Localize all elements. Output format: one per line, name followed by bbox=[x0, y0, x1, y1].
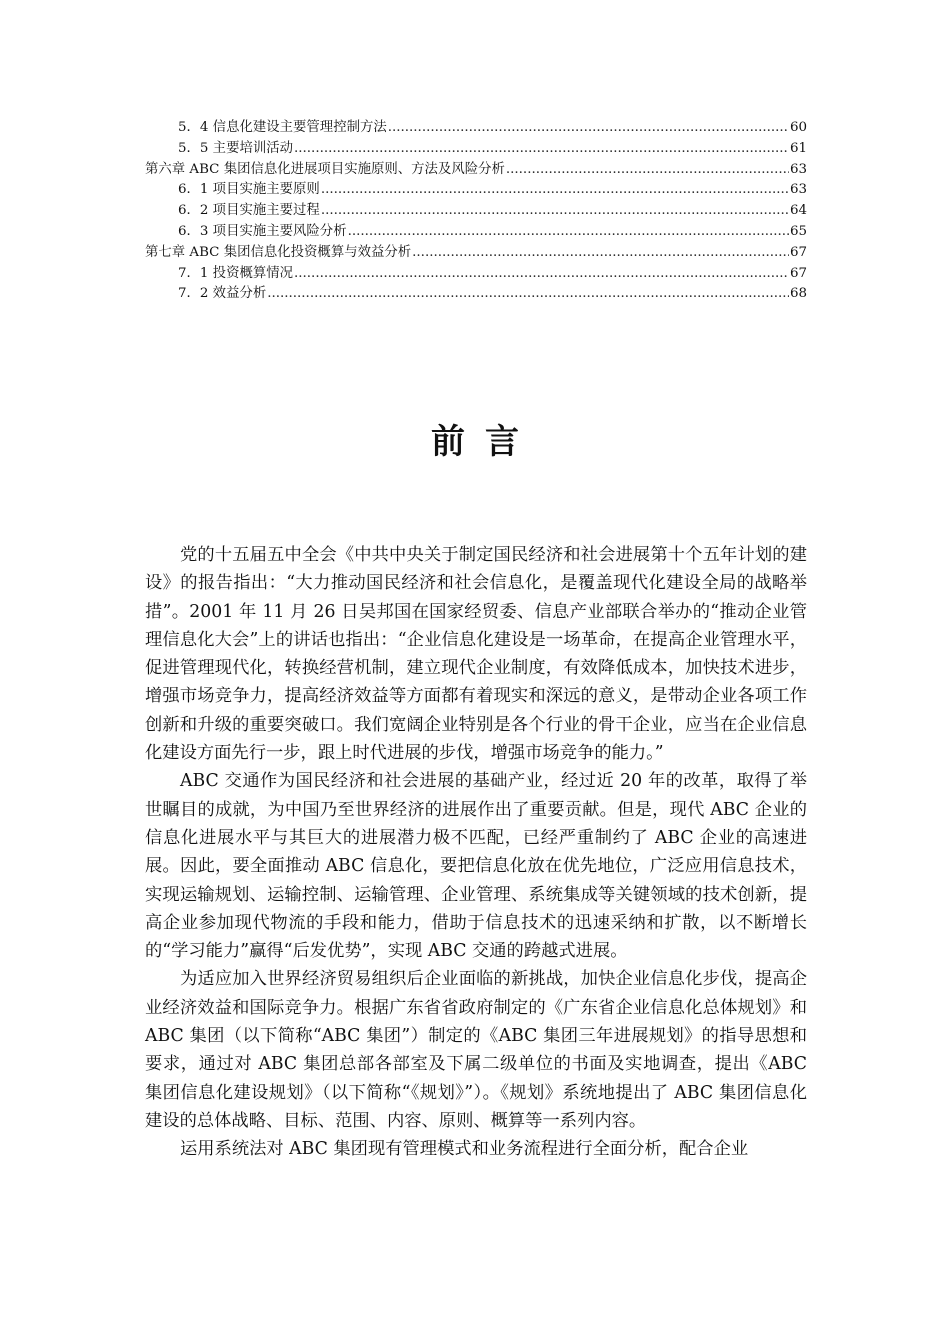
toc-entry-title: 第六章 ABC 集团信息化进展项目实施原则、方法及风险分析 bbox=[145, 161, 505, 177]
toc-dot-leader bbox=[294, 139, 789, 160]
toc-entry[interactable] bbox=[145, 264, 807, 285]
toc-entry-title: 5．4 信息化建设主要管理控制方法 bbox=[178, 120, 387, 135]
toc-entry-title: 7．2 效益分析 bbox=[178, 286, 267, 302]
toc-entry-page: 64 bbox=[789, 203, 807, 219]
toc-entry-title: 第七章 ABC 集团信息化投资概算与效益分析 bbox=[145, 244, 412, 260]
toc-entry-page: 65 bbox=[789, 223, 807, 239]
toc-dot-leader bbox=[267, 284, 789, 305]
toc-entry[interactable] bbox=[145, 139, 807, 160]
toc-entry-title: 6．2 项目实施主要过程 bbox=[178, 203, 320, 219]
toc-dot-leader bbox=[388, 118, 789, 139]
table-of-contents bbox=[145, 118, 807, 305]
toc-chapter-entry[interactable] bbox=[145, 160, 807, 181]
toc-entry[interactable] bbox=[145, 180, 807, 201]
toc-entry[interactable] bbox=[145, 201, 807, 222]
toc-entry[interactable] bbox=[145, 284, 807, 305]
toc-entry-page: 61 bbox=[789, 140, 807, 156]
toc-entry-page: 63 bbox=[789, 182, 807, 198]
toc-entry-page: 63 bbox=[789, 161, 807, 177]
toc-dot-leader bbox=[412, 243, 789, 264]
toc-entry-title: 6．3 项目实施主要风险分析 bbox=[178, 223, 347, 239]
toc-entry-page: 67 bbox=[789, 244, 807, 260]
toc-entry-page: 68 bbox=[789, 286, 807, 302]
toc-entry[interactable] bbox=[145, 118, 807, 139]
toc-entry[interactable] bbox=[145, 222, 807, 243]
body-paragraph: 运用系统法对 ABC 集团现有管理模式和业务流程进行全面分析，配合企业 bbox=[180, 1139, 749, 1160]
toc-entry-title: 6．1 项目实施主要原则 bbox=[178, 182, 320, 198]
toc-entry-page: 67 bbox=[789, 265, 807, 281]
body-paragraph: 党的十五届五中全会《中共中央关于制定国民经济和社会进展第十个五年计划的建设》的报告指出：“大力推动国民经济和社会信息化，是覆盖现代化建设全局的战略举措”。2001 年 11 月 26 日吴邦国在国家经贸委、信息产业部联合举办的“推动企业管理信息化大会”上的讲话也指出：“企业信息化建设是一场革命，在提高企业管理水平，促进管理现代化，转换经营机制，建立现代企业制度，有效降低成本，加快技术进步，增强市场竞争力，提高经济效益等方面都有着现实和深远的意义，是带动企业各项工作创新和升级的重要突破口。我们宽阔企业特别是各个行业的骨干企业，应当在企业信息化建设方面先行一步，跟上时代进展的步伐，增强市场竞争的能力。” bbox=[145, 545, 807, 764]
toc-dot-leader bbox=[348, 222, 789, 243]
toc-dot-leader bbox=[321, 180, 789, 201]
toc-chapter-entry[interactable] bbox=[145, 243, 807, 264]
preface-heading: 前言 bbox=[431, 422, 539, 462]
body-paragraph: ABC 交通作为国民经济和社会进展的基础产业，经过近 20 年的改革，取得了举世瞩目的成就，为中国乃至世界经济的进展作出了重要贡献。但是，现代 ABC 企业的信息化进展水平与其巨大的进展潜力极不匹配，已经严重制约了 ABC 企业的高速进展。因此，要全面推动 ABC 信息化，要把信息化放在优先地位，广泛应用信息技术，实现运输规划、运输控制、运输管理、企业管理、系统集成等关键领域的技术创新，提高企业参加现代物流的手段和能力，借助于信息技术的迅速采纳和扩散，以不断增长的“学习能力”赢得“后发优势”，实现 ABC 交通的跨越式进展。 bbox=[145, 771, 807, 962]
body-paragraph: 为适应加入世界经济贸易组织后企业面临的新挑战，加快企业信息化步伐，提高企业经济效益和国际竞争力。根据广东省省政府制定的《广东省企业信息化总体规划》和 ABC 集团（以下简称“ABC 集团”）制定的《ABC 集团三年进展规划》的指导思想和要求，通过对 ABC 集团总部各部室及下属二级单位的书面及实地调查，提出《ABC 集团信息化建设规划》（以下简称“《规划》”）。《规划》系统地提出了 ABC 集团信息化建设的总体战略、目标、范围、内容、原则、概算等一系列内容。 bbox=[145, 969, 807, 1131]
toc-dot-leader bbox=[321, 201, 789, 222]
toc-entry-title: 5．5 主要培训活动 bbox=[178, 140, 294, 156]
toc-dot-leader bbox=[294, 264, 789, 285]
preface-body bbox=[145, 541, 807, 1164]
toc-dot-leader bbox=[506, 160, 789, 181]
toc-entry-page: 60 bbox=[789, 120, 807, 135]
toc-entry-title: 7．1 投资概算情况 bbox=[178, 265, 294, 281]
